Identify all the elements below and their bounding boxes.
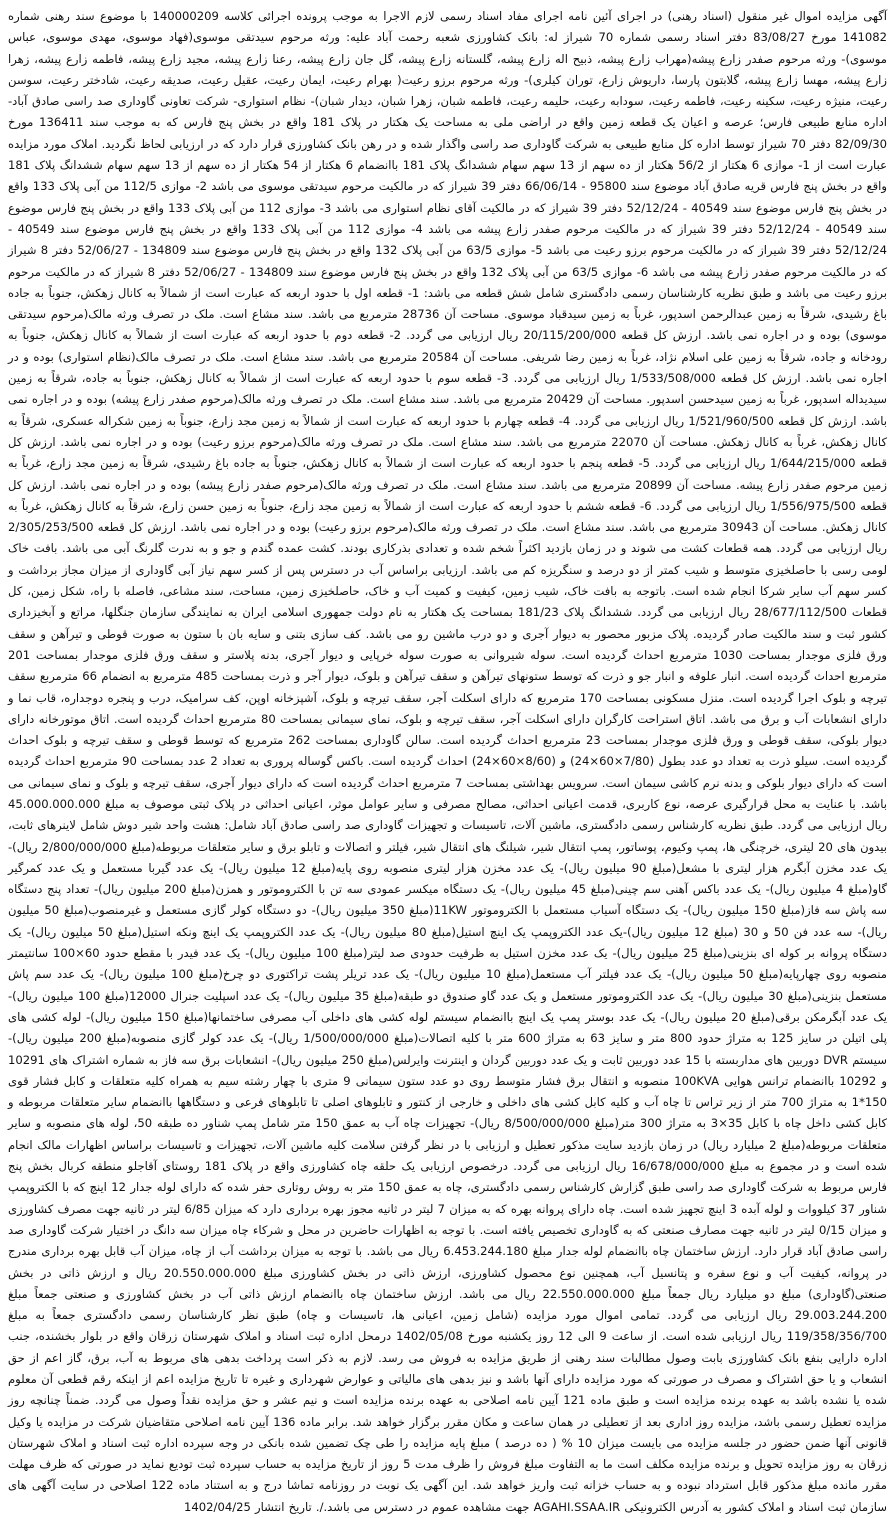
auction-notice-text: آگهی مزایده اموال غیر منقول (اسناد رهنی) در اجرای آئین نامه اجرای مفاد اسناد رسمی لازم الاجرا به موجب پرونده اجرائی کلاسه 140000209 با موضوع سند رهنی شماره 141082 مورخ 83/08/27 دفتر اسناد رسمی شماره 70 شیراز له: بانک کشاورزی شعبه رحمت آباد علیه: ورثه مرحوم سیدتقی موسوی(فهاد موسوی، مهدی موسوی، عباس موسوی)- ورثه مرحوم صفدر زارع پیشه(مهراب زارع پیشه، ذبیح اله زارع پیشه، گلستانه زارع پیشه، گل جان زارع پیشه، رعنا زارع پیشه، مجید زارع پیشه، فاطمه زارع پیشه، زهرا زارع پیشه، مهسا زارع پیشه، گلابتون پارسا، داریوش زارع، توران کیلری)- ورثه مرحوم برزو رعیت( بهرام رعیت، ایمان رعیت، عقیل رعیت، صدیقه رعیت، شادختر رعیت، سوسن رعیت، منیژه رعیت، سکینه رعیت، فاطمه رعیت، سودابه رعیت، حلیمه رعیت، فاطمه شبان، زهرا شبان، دیدار شبان)- نظام استواری- شرکت تعاونی گاوداری صد راسی صادق آباد- اداره منابع طبیعی فارس؛ عرصه و اعیان یک قطعه زمین واقع در اراضی ملی به مساحت یک هکتار در پلاک 181 واقع در بخش پنج فارس که به موجب سند 136411 مورخ 82/09/30 دفتر 70 شیراز توسط اداره کل منابع طبیعی به شرکت گاوداری صد راسی واگذار شده و در رهن بانک کشاورزی قرار دارد که در ارزیابی لحاظ نگردید. املاک مورد مزایده عبارت است از 1- موازی 6 هکتار از 56/2 هکتار از ده سهم از 13 سهم سهام ششدانگ پلاک 181 باانضمام 6 هکتار از 54 هکتار از ده سهم از 13 سهم سهام ششدانگ پلاک 181 واقع در بخش پنج فارس قریه صادق آباد موضوع سند 95800 - 66/06/14 دفتر 39 شیراز که در مالکیت مرحوم سیدتقی موسوی می باشد 2- موازی 112/5 من آبی پلاک 133 واقع در بخش پنج فارس موضوع سند 40549 - 52/12/24 دفتر 39 شیراز که در مالکیت آقای نظام استواری می باشد 3- موازی 112 من آبی پلاک 133 واقع در بخش پنج فارس موضوع سند 40549 - 52/12/24 دفتر 39 شیراز که در مالکیت مرحوم صفدر زارع پیشه می باشد 4- موازی 112 من آبی پلاک 133 واقع در بخش پنج فارس موضوع سند 40549 - 52/12/24 دفتر 39 شیراز که در مالکیت مرحوم برزو رعیت می باشد 5- موازی 63/5 من آبی پلاک 132 واقع در بخش پنج فارس موضوع سند 134809 - 52/06/27 دفتر 8 شیراز که در مالکیت مرحوم صفدر زارع پیشه می باشد 6- موازی 63/5 من آبی پلاک 132 واقع در بخش پنج فارس موضوع سند 134809 - 52/06/27 دفتر 8 شیراز که در مالکیت مرحوم برزو رعیت می باشد و طبق نظریه کارشناسان رسمی دادگستری شامل شش قطعه می باشد: 1- قطعه اول با حدود اربعه که عبارت است از شمالاً به کانال زهکش، جنوباً به جاده باغ رشیدی، شرقاً به زمین عبدالرحمن اسدپور، غرباً به زمین سیدقباد موسوی. مساحت آن 28736 مترمربع می باشد. سند مشاع است. ملک در تصرف ورثه مالک(مرحوم سیدتقی موسوی) بوده و در اجاره نمی باشد. ارزش کل قطعه 20/115/200/000 ریال ارزیابی می گردد. 2- قطعه دوم با حدود اربعه که عبارت است از شمالاً به کانال زهکش، جنوباً به رودخانه و جاده، شرقاً به زمین علی اسلام نژاد، غرباً به زمین رضا شریفی. مساحت آن 20584 مترمربع می باشد. سند مشاع است. ملک در تصرف مالک(نظام استواری) بوده و در اجاره نمی باشد. ارزش کل قطعه 1/533/508/000 ریال ارزیابی می گردد. 3- قطعه سوم با حدود اربعه که عبارت است از شمالاً به کانال زهکش، جنوباً به جاده، شرقاً به زمین سیدیداله اسدپور، غرباً به زمین سیدحسن اسدپور. مساحت آن 20429 مترمربع می باشد. سند مشاع است. ملک در تصرف ورثه مالک(مرحوم صفدر زارع پیشه) بوده و در اجاره نمی باشد. ارزش کل قطعه 1/521/960/500 ریال ارزیابی می گردد. 4- قطعه چهارم با حدود اربعه که عبارت است از شمالاً به زمین مجد زارع، جنوباً به زمین شکراله عسکری، شرقاً به کانال زهکش، غرباً به کانال زهکش. مساحت آن 22070 مترمربع می باشد. سند مشاع است. ملک در تصرف ورثه مالک(مرحوم برزو رعیت) بوده و در اجاره نمی باشد. ارزش کل قطعه 1/644/215/000 ریال ارزیابی می گردد. 5- قطعه پنجم با حدود اربعه که عبارت است از شمالاً به کانال زهکش، جنوباً به جاده باغ رشیدی، شرقاً به زمین مجد زارع، غرباً به زمین مرحوم صفدر زارع پیشه. مساحت آن 20899 مترمربع می باشد. سند مشاع است. ملک در تصرف ورثه مالک(مرحوم صفدر زارع پیشه) بوده و در اجاره نمی باشد. ارزش کل قطعه 1/556/975/500 ریال ارزیابی می گردد. 6- قطعه ششم با حدود اربعه که عبارت است از شمالاً به زمین مجد زارع، جنوباً به زمین حسن زارع، شرقاً به کانال زهکش، غرباً به کانال زهکش. مساحت آن 30943 مترمربع می باشد. سند مشاع است. ملک در تصرف ورثه مالک(مرحوم برزو رعیت) بوده و در اجاره نمی باشد. ارزش کل قطعه 2/305/253/500 ریال ارزیابی می گردد. همه قطعات کشت می شوند و در زمان بازدید اکثراً شخم شده و تعدادی بذرکاری بودند. کشت عمده گندم و جو و به ندرت گلرنگ آبی می باشد. بافت خاک لومی رسی با حاصلخیزی متوسط و شیب کمتر از دو درصد و سنگریزه کم می باشد. ارزیابی براساس آب در دسترس پس از کسر سهم نیاز آبی گاوداری از میزان مجاز برداشت و کسر سهم آب سایر شرکا انجام شده است. باتوجه به بافت خاک، شیب زمین، کیفیت و کمیت آب و خاک، حاصلخیزی زمین، مساحت، سند مشاعی، فاصله با راه، شکل زمین، کل قطعات 28/677/112/500 ریال ارزیابی می گردد. ششدانگ پلاک 181/23 بمساحت یک هکتار به نام دولت جمهوری اسلامی ایران به نمایندگی سازمان جنگلها، مراتع و آبخیزداری کشور ثبت و سند مالکیت صادر گردیده. پلاک مزبور محصور به دیوار آجری و دو درب ماشین رو می باشد. کف سازی بتنی و سایه بان با ستون به صورت قوطی و تیرآهن و سقف ورق فلزی موجدار بمساحت 1030 مترمربع احداث گردیده است. سوله شیروانی به صورت سوله خرپایی و دیوار آجری، بدنه پلاستر و سقف ورق فلزی موجدار بمساحت 201 مترمربع احداث گردیده است. انبار علوفه و انبار جو و ذرت که توسط ستونهای تیرآهن و سقف تیرآهن و بلوک، دیوار آجر و ذرت بمساحت 485 مترمربع به انضمام 66 مترمربع سقف تیرچه و بلوک اجرا گردیده است. منزل مسکونی بمساحت 170 مترمربع که دارای اسکلت آجر، سقف تیرچه و بلوک، آشپزخانه اوپن، کف سرامیک، درب و پنجره دوجداره، قاب نما و دارای انشعابات آب و برق می باشد. اتاق استراحت کارگران دارای اسکلت آجر، سقف تیرچه و بلوک، نمای سیمانی بمساحت 80 مترمربع احداث گردیده است. اتاق موتورخانه دارای دیوار بلوکی، سقف قوطی و ورق فلزی موجدار بمساحت 23 مترمربع احداث گردیده است. سالن گاوداری بمساحت 262 مترمربع که توسط قوطی و سقف تیرچه و بلوک احداث گردیده است. سیلو ذرت به تعداد دو عدد بطول (7/80×60×24) و (8/60×60×24) احداث گردیده است. باکس گوساله پروری به تعداد 2 عدد بمساحت 90 مترمربع احداث گردیده است که دارای دیوار بلوکی و بدنه نرم کاشی سیمان است. سرویس بهداشتی بمساحت 7 مترمربع احداث گردیده است که دارای دیوار آجری، سقف تیرچه و بلوک و نمای سیمانی می باشد. با عنایت به محل قرارگیری عرصه، نوع کاربری، قدمت اعیانی احداثی، مصالح مصرفی و سایر عوامل موثر، اعیانی احداثی در پلاک ثبتی موصوف به مبلغ 45.000.000.000 ریال ارزیابی می گردد. طبق نظریه کارشناس رسمی دادگستری، ماشین آلات، تاسیسات و تجهیزات گاوداری صد راسی صادق آباد شامل: هشت واحد شیر دوش شامل لاینرهای ثابت، بیدون های 20 لیتری، خرچنگی ها، پمپ وکیوم، پوساتور، پمپ انتقال شیر، شیلنگ های انتقال شیر، فیلتر و اتصالات و تابلو برق و سایر متعلقات مربوطه(مبلغ 2/800/000/000 ریال)- یک عدد مخزن آبگرم هزار لیتری با مشعل(مبلغ 90 میلیون ریال)- یک عدد مخزن هزار لیتری منصوبه روی پایه(مبلغ 12 میلیون ریال)- یک عدد گیربا مستعمل و یک عدد کمرگیر گاو(مبلغ 4 میلیون ریال)- یک عدد باکس آهنی سم چینی(مبلغ 45 میلیون ریال)- یک دستگاه میکسر عمودی سه تن با الکتروموتور و همزن(مبلغ 200 میلیون ریال)- تعداد پنج دستگاه سه پاش سه فاز(مبلغ 150 میلیون ریال)- یک دستگاه آسیاب مستعمل با الکتروموتور 11KW(مبلغ 350 میلیون ریال)- دو دستگاه کولر گازی مستعمل و غیرمنصوب(مبلغ 50 میلیون ریال)- سه عدد فن 50 و 30 (مبلغ 12 میلیون ریال)-یک عدد الکتروپمپ یک اینچ استیل(مبلغ 80 میلیون ریال)- یک عدد الکتروپمپ یک اینچ ونکه استیل(مبلغ 50 میلیون ریال)- یک دستگاه پروانه بر کوله ای بنزینی(مبلغ 25 میلیون ریال)- یک عدد مخزن استیل به ظرفیت حدودی صد لیتر(مبلغ 100 میلیون ریال)- یک عدد فیدر با مقطع حدود 60×100 سانتیمتر منصوبه روی چهارپایه(مبلغ 50 میلیون ریال)- یک عدد فیلتر آب مستعمل(مبلغ 10 میلیون ریال)- یک عدد تریلر پشت تراکتوری دو چرخ(مبلغ 100 میلیون ریال)- یک عدد سم پاش مستعمل بنزینی(مبلغ 30 میلیون ریال)- یک عدد الکتروموتور مستعمل و یک عدد گاو صندوق دو طبقه(مبلغ 35 میلیون ریال)- یک عدد اسپلیت جنرال 12000(مبلغ 100 میلیون ریال)- یک عدد آبگرمکن برقی(مبلغ 20 میلیون ریال)- یک عدد بوستر پمپ یک اینچ باانضمام سیستم لوله کشی های داخلی آب مصرفی ساختمانها(مبلغ 150 میلیون ریال)- لوله کشی های پلی اتیلن در سایز 125 به متراژ حدود 800 متر و سایز 63 به متراژ 600 متر با کلیه اتصالات(مبلغ 1/500/000/000 ریال)- یک عدد کولر گازی منصوبه(مبلغ 200 میلیون ریال)- سیستم DVR دوربین های مداربسته با 15 عدد دوربین ثابت و یک عدد دوربین گردان و اینترنت وایرلس(مبلغ 250 میلیون ریال)- انشعابات برق سه فاز به شماره اشتراک های 10291 و 10292 باانضمام ترانس هوایی 100KVA منصوبه و انتقال برق فشار متوسط روی دو عدد ستون سیمانی 9 متری با چهار رشته سیم به همراه کلیه متعلقات و کابل فشار قوی 150*1 به متراژ 700 متر از زیر تراس تا چاه آب و کلیه کابل کشی های داخلی و خارجی از کنتور و تابلوهای اصلی تا تابلوهای فرعی و دستگاهها باانضمام سایر متعلقات مربوطه و کابل کشی داخل چاه با کابل 35×3 به متراژ 300 متر(مبلغ 8/500/000/000 ریال)- تجهیزات چاه آب به عمق 150 متر شامل پمپ شناور ده طبقه 50، لوله های منصوبه و سایر متعلقات مربوطه(مبلغ 2 میلیارد ریال) در زمان بازدید سایت مذکور تعطیل و ارزیابی با در نظر گرفتن سلامت کلیه ماشین آلات، تجهیزات و تاسیسات براساس اظهارات مالک انجام شده است و در مجموع به مبلغ 16/678/000/000 ریال ارزیابی می گردد. درخصوص ارزیابی یک حلقه چاه کشاورزی واقع در پلاک 181 روستای آقاجلو منطقه کربال بخش پنج فارس مربوط به شرکت گاوداری صد راسی طبق گزارش کارشناس رسمی دادگستری، چاه به عمق 150 متر به روش روتاری حفر شده که دارای لوله جدار 12 اینچ که با الکتروپمپ شناور 37 کیلووات و لوله آبده 3 اینچ تجهیز شده است. چاه دارای پروانه بهره که به میزان 7 لیتر در ثانیه مجوز بهره برداری دارد که میزان 6/85 لیتر در ثانیه جهت مصرف کشاورزی و میزان 0/15 لیتر در ثانیه جهت مصارف صنعتی که به گاوداری تخصیص یافته است. با توجه به اظهارات حاضرین در محل و شرکاء چاه میزان سه دانگ در اختیار شرکت گاوداری صد راسی صادق آباد قرار دارد. ارزش ساختمان چاه باانضمام لوله جدار مبلغ 6.453.244.180 ریال می باشد. با توجه به میزان برداشت آب از چاه، میزان آب قابل بهره برداری مندرج در پروانه، کیفیت آب و نوع سفره و پتانسیل آب، همچنین نوع محصول کشاورزی، ارزش ذاتی در بخش کشاورزی مبلغ 20.550.000.000 ریال و ارزش ذاتی در بخش صنعتی(گاوداری) مبلغ دو میلیارد ریال جمعاً مبلغ 22.550.000.000 ریال می باشد. ارزش ساختمان چاه باانضمام ارزش ذاتی آب در بخش کشاورزی و صنعتی جمعاً مبلغ 29.003.244.200 ریال ارزیابی می گردد. تمامی اموال مورد مزایده (شامل زمین، اعیانی ها، تاسیسات و چاه) طبق نظر کارشناسان رسمی دادگستری جمعاً به مبلغ 119/358/356/700 ریال ارزیابی شده است. از ساعت 9 الی 12 روز یکشنبه مورخ 1402/05/08 درمحل اداره ثبت اسناد و املاک شهرستان زرقان واقع در بلوار بخشنده، جنب اداره دارایی بنفع بانک کشاورزی بابت وصول مطالبات سند رهنی از طریق مزایده به فروش می رسد. لازم به ذکر است پرداخت بدهی های مربوط به آب، برق، گاز اعم از حق انشعاب و یا حق اشتراک و مصرف در صورتی که مورد مزایده دارای آنها باشد و نیز بدهی های مالیاتی و عوارض شهرداری و غیره تا تاریخ مزایده اعم از اینکه رقم قطعی آن معلوم شده یا نشده باشد به عهده برنده مزایده است و طبق ماده 121 آیین نامه اصلاحی به عهده برنده مزایده است و نیم عشر و حق مزایده نقداً وصول می گردد. ضمناً چنانچه روز مزایده تعطیل رسمی باشد، مزایده روز اداری بعد از تعطیلی در همان ساعت و مکان مقرر برگزار خواهد شد. برابر ماده 136 آیین نامه اصلاحی متقاضیان شرکت در مزایده یا وکیل قانونی آنها ضمن حضور در جلسه مزایده می بایست میزان 10 % ( ده درصد ) مبلغ پایه مزایده را طی چک تضمین شده بانکی در وجه سپرده اداره ثبت اسناد و املاک شهرستان زرقان به روز مزایده تحویل و برنده مزایده مکلف است ما به التفاوت مبلغ فروش را ظرف مدت 5 روز از تاریخ مزایده به حساب سپرده ثبت تودیع نماید در صورتی که ظرف مهلت مقرر مانده مبلغ مذکور قابل استرداد نبوده و به حساب خزانه ثبت واریز خواهد شد. این آگهی یک نوبت در روزنامه تماشا درج و به استناد ماده 122 اصلاحی در سایت آگهی های سازمان ثبت اسناد و املاک کشور به آدرس الکترونیکی AGAHI.SSAA.IR جهت مشاهده عموم در دسترس می باشد./. تاریخ انتشار 1402/04/25 [8, 9, 888, 1514]
